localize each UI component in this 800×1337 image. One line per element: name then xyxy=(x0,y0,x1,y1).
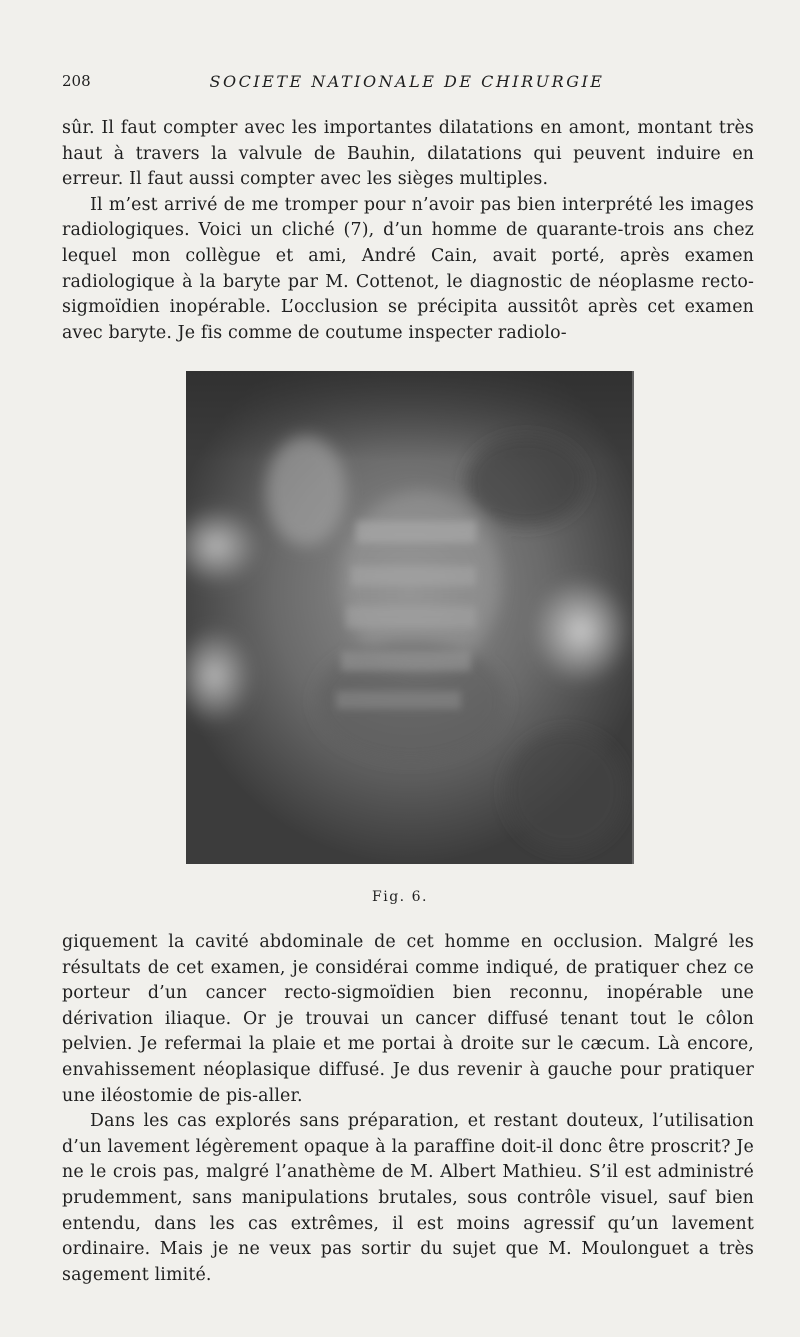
paragraph-4: Dans les cas explorés sans préparation, et restant douteux, l’utilisation d’un lavement légèrement opaque à la paraffine doit-il donc être proscrit? Je ne le crois pas, malgré l’anathème de M. Albert Mathieu. S’il est administré prudemment, sans manipulations brutales, sous contrôle visuel, sauf bien entendu, dans les cas extrêmes, il est moins agressif qu’un lavement ordinaire. Mais je ne veux pas sortir du sujet que M. Moulonguet a très sagement limité. xyxy=(62,1111,754,1285)
running-title: SOCIETE NATIONALE DE CHIRURGIE xyxy=(209,72,605,91)
figure-caption: Fig. 6. xyxy=(372,889,428,905)
paragraph-3: giquement la cavité abdominale de cet homme en occlusion. Malgré les résultats de cet examen, je considérai comme indiqué, de pratiquer chez ce porteur d’un cancer recto-sigmoïdien bien reconnu, inopérable une dérivation iliaque. Or je trouvai un cancer diffusé tenant tout le côlon pelvien. Je refermai la plaie et me portai à droite sur le cæcum. Là encore, envahissement néoplasique diffusé. Je dus revenir à gauche pour pratiquer une iléostomie de pis-aller. xyxy=(62,932,754,1106)
page-number: 208 xyxy=(62,72,91,90)
paragraph-2: Il m’est arrivé de me tromper pour n’avoir pas bien interprété les images radiologiques. Voici un cliché (7), d’un homme de quarante-trois ans chez lequel mon collègue et ami, André Cain, avait porté, après examen radiologique à la baryte par M. Cottenot, le diagnostic de néoplasme recto-sigmoïdien inopérable. L’occlusion se précipita aussitôt après cet examen avec baryte. Je fis comme de coutume inspecter radiolo- xyxy=(62,194,754,343)
text-block-bottom xyxy=(62,930,754,1288)
text-block-top xyxy=(62,116,754,346)
paragraph-1: sûr. Il faut compter avec les importantes dilatations en amont, montant très haut à travers la valvule de Bauhin, dilatations qui peuvent induire en erreur. Il faut aussi compter avec les sièges multiples. xyxy=(62,118,754,190)
page-header xyxy=(62,72,752,94)
radiograph-figure xyxy=(186,371,634,864)
radiograph-image xyxy=(186,371,634,864)
